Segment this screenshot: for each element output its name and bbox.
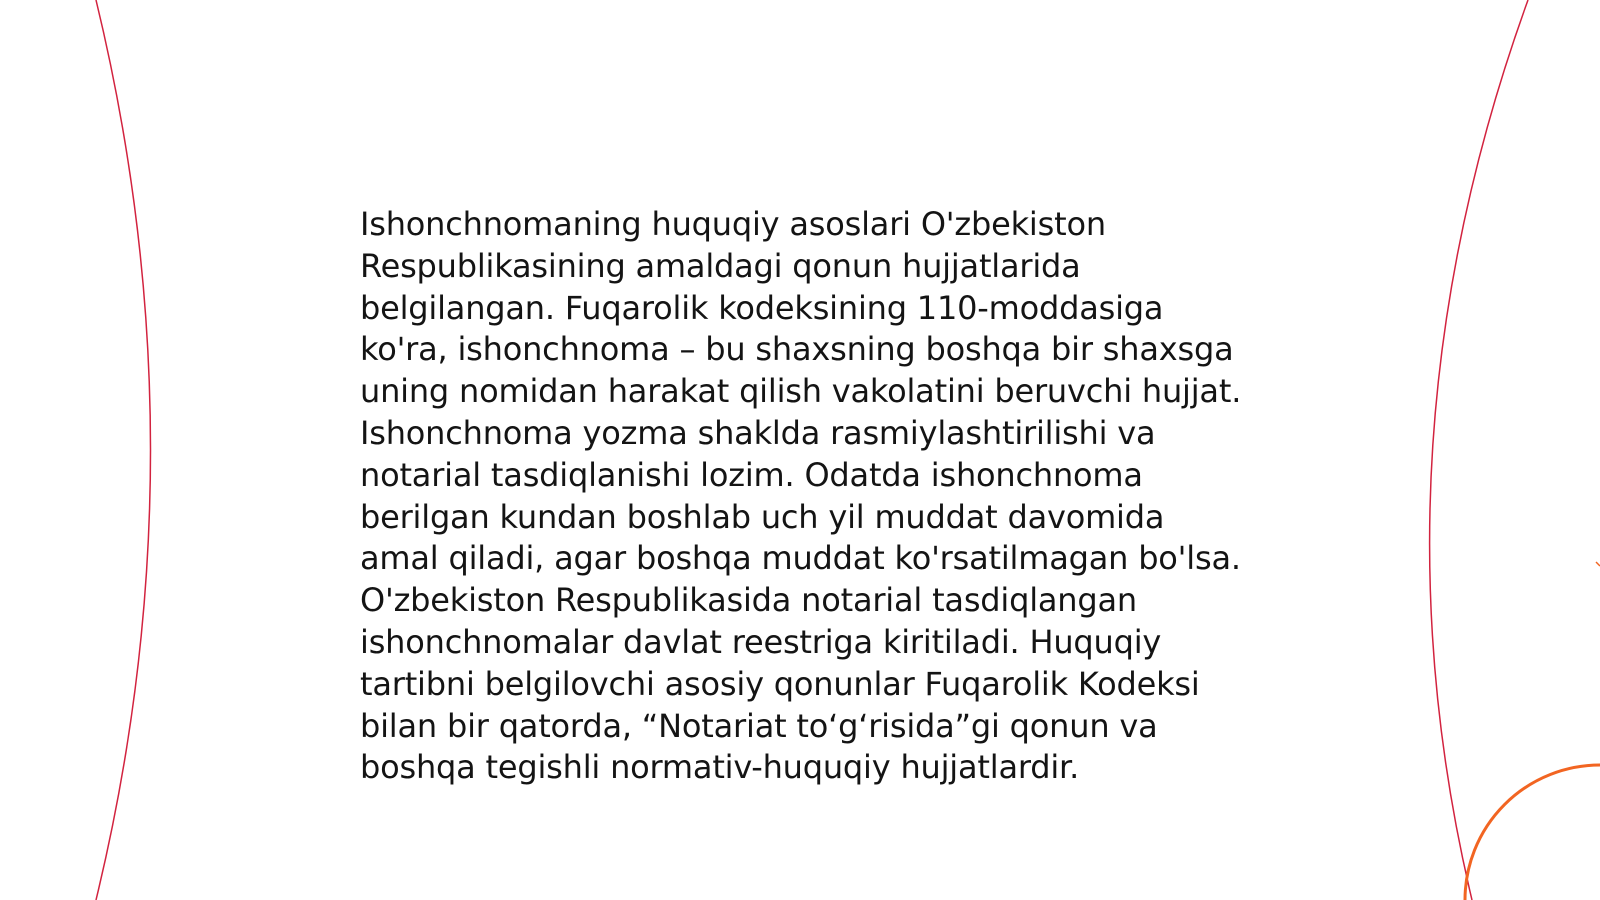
left-arc-line — [96, 0, 151, 900]
right-edge-tick — [1596, 562, 1600, 566]
corner-circle — [1465, 765, 1600, 900]
body-paragraph: Ishonchnomaning huquqiy asoslari O'zbekiston Respublikasining amaldagi qonun hujjatlarida belgilangan. Fuqarolik kodeksining 110-moddasiga ko'ra, ishonchnoma – bu shaxsning boshqa bir shaxsga uning nomidan harakat qilish vakolatini beruvchi hujjat. Ishonchnoma yozma shaklda rasmiylashtirilishi va notarial tasdiqlanishi lozim. Odatda ishonchnoma berilgan kundan boshlab uch yil muddat davomida amal qiladi, agar boshqa muddat ko'rsatilmagan bo'lsa. O'zbekiston Respublikasida notarial tasdiqlangan ishonchnomalar davlat reestriga kiritiladi. Huquqiy tartibni belgilovchi asosiy qonunlar Fuqarolik Kodeksi bilan bir qatorda, “Notariat to‘g‘risida”gi qonun va boshqa tegishli normativ-huquqiy hujjatlardir. — [360, 205, 1242, 787]
right-arc-line — [1430, 0, 1528, 900]
